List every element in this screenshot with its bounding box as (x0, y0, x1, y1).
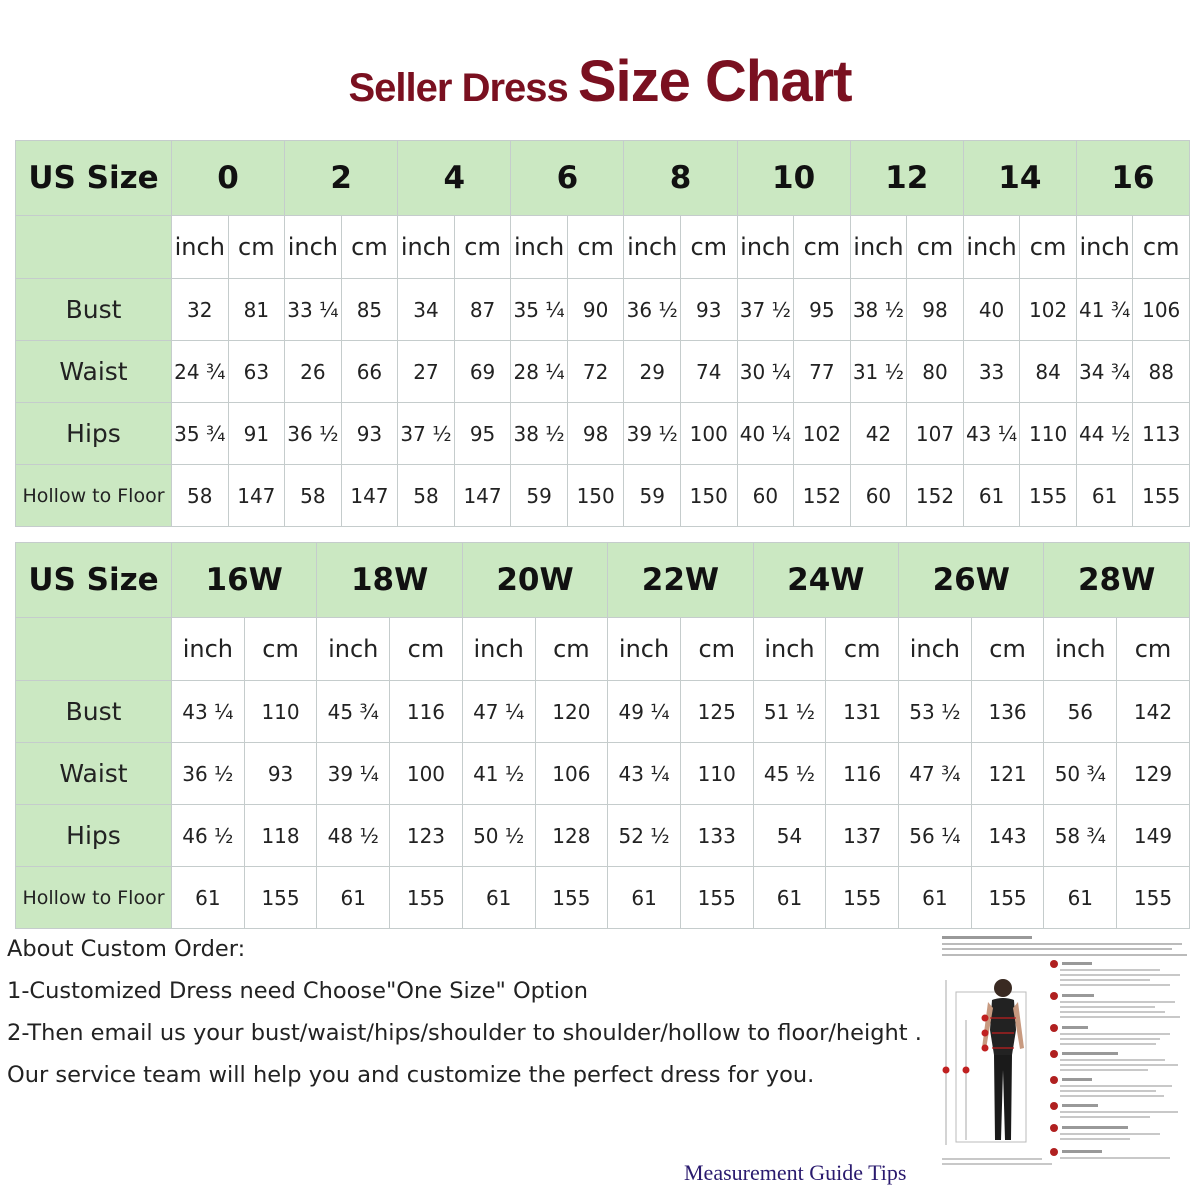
table-cell: 24 ¾ (172, 341, 229, 403)
custom-order-heading: About Custom Order: (7, 936, 246, 962)
custom-order-line: 1-Customized Dress need Choose"One Size" Option (7, 978, 589, 1004)
table-cell: 48 ½ (317, 805, 390, 867)
table-cell: 58 (285, 465, 342, 527)
unit-inch: inch (462, 618, 535, 681)
table-cell: 50 ½ (462, 805, 535, 867)
unit-inch: inch (317, 618, 390, 681)
table-row (16, 743, 1190, 805)
table-cell: 98 (567, 403, 624, 465)
custom-order-line: 2-Then email us your bust/waist/hips/shoulder to shoulder/hollow to floor/height . (7, 1020, 922, 1046)
size-header: 12 (850, 141, 963, 216)
table-cell: 93 (680, 279, 737, 341)
table-cell: 32 (172, 279, 229, 341)
size-header: 20W (462, 543, 607, 618)
table-cell: 84 (1020, 341, 1077, 403)
table-cell: 33 ¼ (285, 279, 342, 341)
unit-cm: cm (1117, 618, 1190, 681)
size-header: 26W (899, 543, 1044, 618)
unit-cm: cm (971, 618, 1044, 681)
unit-inch: inch (172, 618, 245, 681)
row-label: Bust (16, 279, 172, 341)
table-cell: 77 (794, 341, 851, 403)
table-cell: 34 ¾ (1076, 341, 1133, 403)
unit-row-label (16, 618, 172, 681)
table-cell: 87 (454, 279, 511, 341)
table-cell: 88 (1133, 341, 1190, 403)
table-cell: 38 ½ (511, 403, 568, 465)
unit-inch: inch (285, 216, 342, 279)
row-label: Hollow to Floor (16, 465, 172, 527)
table-cell: 36 ½ (172, 743, 245, 805)
table-cell: 51 ½ (753, 681, 826, 743)
table-row (16, 867, 1190, 929)
unit-cm: cm (907, 216, 964, 279)
size-header: 2 (285, 141, 398, 216)
table-cell: 59 (624, 465, 681, 527)
title-main: Size Chart (577, 49, 852, 114)
table-cell: 60 (850, 465, 907, 527)
size-chart-standard (15, 140, 1190, 527)
table-cell: 39 ¼ (317, 743, 390, 805)
unit-cm: cm (680, 618, 753, 681)
table-cell: 116 (826, 743, 899, 805)
table-cell: 30 ¼ (737, 341, 794, 403)
table-cell: 143 (971, 805, 1044, 867)
table-cell: 152 (907, 465, 964, 527)
table-cell: 74 (680, 341, 737, 403)
table-cell: 61 (753, 867, 826, 929)
table-cell: 34 (398, 279, 455, 341)
table-cell: 63 (228, 341, 285, 403)
table-row (16, 279, 1190, 341)
table-cell: 85 (341, 279, 398, 341)
unit-inch: inch (963, 216, 1020, 279)
table-cell: 60 (737, 465, 794, 527)
table-cell: 155 (390, 867, 463, 929)
unit-inch: inch (899, 618, 972, 681)
unit-cm: cm (567, 216, 624, 279)
size-header: 24W (753, 543, 898, 618)
table-cell: 155 (244, 867, 317, 929)
table-cell: 66 (341, 341, 398, 403)
table-cell: 118 (244, 805, 317, 867)
table-cell: 128 (535, 805, 608, 867)
table-cell: 155 (535, 867, 608, 929)
table-cell: 40 ¼ (737, 403, 794, 465)
table-cell: 36 ½ (285, 403, 342, 465)
table-cell: 113 (1133, 403, 1190, 465)
unit-inch: inch (511, 216, 568, 279)
table-cell: 37 ½ (737, 279, 794, 341)
table-cell: 61 (1044, 867, 1117, 929)
unit-cm: cm (680, 216, 737, 279)
size-header: 18W (317, 543, 462, 618)
measurement-guide-caption: Measurement Guide Tips (684, 1160, 907, 1185)
unit-inch: inch (737, 216, 794, 279)
table-cell: 50 ¾ (1044, 743, 1117, 805)
table-cell: 54 (753, 805, 826, 867)
table-cell: 90 (567, 279, 624, 341)
table-cell: 47 ¼ (462, 681, 535, 743)
table-cell: 44 ½ (1076, 403, 1133, 465)
table-cell: 107 (907, 403, 964, 465)
table-cell: 133 (680, 805, 753, 867)
table-cell: 150 (567, 465, 624, 527)
table-cell: 61 (317, 867, 390, 929)
table-cell: 33 (963, 341, 1020, 403)
table-cell: 81 (228, 279, 285, 341)
table-cell: 58 ¾ (1044, 805, 1117, 867)
unit-cm: cm (454, 216, 511, 279)
table-cell: 106 (1133, 279, 1190, 341)
unit-cm: cm (228, 216, 285, 279)
table-cell: 35 ¾ (172, 403, 229, 465)
table-cell: 100 (390, 743, 463, 805)
table-row (16, 403, 1190, 465)
unit-cm: cm (341, 216, 398, 279)
table-cell: 61 (462, 867, 535, 929)
table-cell: 41 ¾ (1076, 279, 1133, 341)
table-cell: 46 ½ (172, 805, 245, 867)
unit-cm: cm (244, 618, 317, 681)
table-cell: 72 (567, 341, 624, 403)
size-chart-plus (15, 542, 1190, 929)
table-cell: 147 (341, 465, 398, 527)
table-cell: 110 (244, 681, 317, 743)
row-label: Waist (16, 341, 172, 403)
table-cell: 93 (244, 743, 317, 805)
unit-inch: inch (1044, 618, 1117, 681)
table-cell: 61 (172, 867, 245, 929)
table-cell: 61 (1076, 465, 1133, 527)
custom-order-info (7, 932, 922, 1100)
row-label: Hips (16, 403, 172, 465)
unit-inch: inch (624, 216, 681, 279)
table-cell: 102 (794, 403, 851, 465)
table-cell: 52 ½ (608, 805, 681, 867)
size-header: 14 (963, 141, 1076, 216)
table-cell: 28 ¼ (511, 341, 568, 403)
table-cell: 155 (1020, 465, 1077, 527)
table-cell: 69 (454, 341, 511, 403)
unit-inch: inch (753, 618, 826, 681)
size-header: 16W (172, 543, 317, 618)
size-header: 22W (608, 543, 753, 618)
table-cell: 43 ¼ (963, 403, 1020, 465)
table-cell: 53 ½ (899, 681, 972, 743)
unit-row-label (16, 216, 172, 279)
unit-cm: cm (390, 618, 463, 681)
row-label: Hips (16, 805, 172, 867)
row-label: Waist (16, 743, 172, 805)
size-header: 28W (1044, 543, 1189, 618)
unit-inch: inch (1076, 216, 1133, 279)
table-cell: 129 (1117, 743, 1190, 805)
table-cell: 136 (971, 681, 1044, 743)
table-cell: 59 (511, 465, 568, 527)
unit-inch: inch (172, 216, 229, 279)
table-cell: 137 (826, 805, 899, 867)
table-cell: 147 (454, 465, 511, 527)
table-cell: 37 ½ (398, 403, 455, 465)
table-cell: 61 (899, 867, 972, 929)
table-cell: 150 (680, 465, 737, 527)
title-prefix: Seller Dress (348, 66, 578, 110)
table-cell: 61 (608, 867, 681, 929)
table-cell: 110 (680, 743, 753, 805)
table-cell: 120 (535, 681, 608, 743)
unit-cm: cm (1020, 216, 1077, 279)
size-header-label: US Size (16, 543, 172, 618)
size-header-label: US Size (16, 141, 172, 216)
table-cell: 93 (341, 403, 398, 465)
table-cell: 61 (963, 465, 1020, 527)
unit-cm: cm (794, 216, 851, 279)
table-cell: 58 (172, 465, 229, 527)
table-cell: 58 (398, 465, 455, 527)
row-label: Bust (16, 681, 172, 743)
table-cell: 56 (1044, 681, 1117, 743)
table-cell: 42 (850, 403, 907, 465)
table-cell: 40 (963, 279, 1020, 341)
table-cell: 142 (1117, 681, 1190, 743)
unit-cm: cm (826, 618, 899, 681)
row-label: Hollow to Floor (16, 867, 172, 929)
table-row (16, 805, 1190, 867)
table-row (16, 465, 1190, 527)
size-header: 0 (172, 141, 285, 216)
table-cell: 102 (1020, 279, 1077, 341)
table-cell: 95 (794, 279, 851, 341)
size-header: 6 (511, 141, 624, 216)
table-row (16, 341, 1190, 403)
table-cell: 106 (535, 743, 608, 805)
size-header: 4 (398, 141, 511, 216)
table-cell: 36 ½ (624, 279, 681, 341)
table-cell: 56 ¼ (899, 805, 972, 867)
unit-cm: cm (535, 618, 608, 681)
size-header: 16 (1076, 141, 1189, 216)
table-cell: 38 ½ (850, 279, 907, 341)
unit-inch: inch (398, 216, 455, 279)
unit-inch: inch (608, 618, 681, 681)
table-cell: 31 ½ (850, 341, 907, 403)
measurement-guide-image (936, 930, 1198, 1170)
table-cell: 121 (971, 743, 1044, 805)
table-cell: 149 (1117, 805, 1190, 867)
table-cell: 80 (907, 341, 964, 403)
table-cell: 26 (285, 341, 342, 403)
size-header: 8 (624, 141, 737, 216)
table-cell: 45 ¾ (317, 681, 390, 743)
size-header: 10 (737, 141, 850, 216)
table-cell: 155 (971, 867, 1044, 929)
table-cell: 49 ¼ (608, 681, 681, 743)
page-title (0, 48, 1200, 115)
table-cell: 91 (228, 403, 285, 465)
unit-cm: cm (1133, 216, 1190, 279)
table-cell: 147 (228, 465, 285, 527)
table-cell: 43 ¼ (172, 681, 245, 743)
table-cell: 155 (1133, 465, 1190, 527)
table-cell: 43 ¼ (608, 743, 681, 805)
table-cell: 155 (826, 867, 899, 929)
table-cell: 155 (680, 867, 753, 929)
table-cell: 131 (826, 681, 899, 743)
table-cell: 110 (1020, 403, 1077, 465)
measurement-figure-icon (936, 930, 1198, 1170)
table-cell: 152 (794, 465, 851, 527)
table-cell: 155 (1117, 867, 1190, 929)
table-cell: 29 (624, 341, 681, 403)
table-cell: 116 (390, 681, 463, 743)
unit-inch: inch (850, 216, 907, 279)
table-cell: 35 ¼ (511, 279, 568, 341)
table-cell: 100 (680, 403, 737, 465)
table-cell: 47 ¾ (899, 743, 972, 805)
table-cell: 45 ½ (753, 743, 826, 805)
table-cell: 39 ½ (624, 403, 681, 465)
table-row (16, 681, 1190, 743)
table-cell: 41 ½ (462, 743, 535, 805)
table-cell: 95 (454, 403, 511, 465)
table-cell: 123 (390, 805, 463, 867)
table-cell: 125 (680, 681, 753, 743)
table-cell: 27 (398, 341, 455, 403)
table-cell: 98 (907, 279, 964, 341)
custom-order-line: Our service team will help you and customize the perfect dress for you. (7, 1062, 815, 1088)
